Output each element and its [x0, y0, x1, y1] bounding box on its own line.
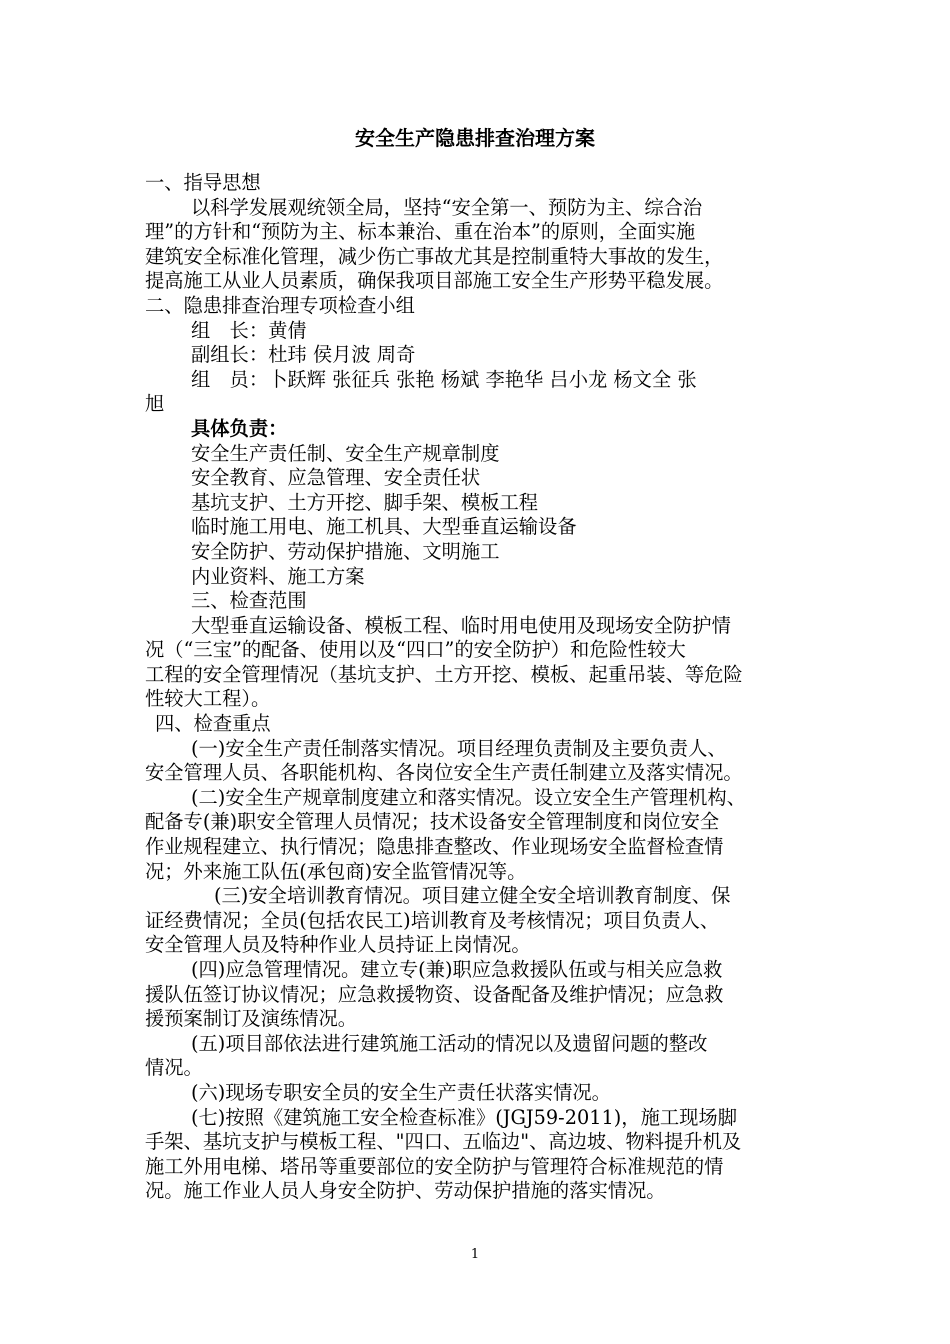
paragraph-line: 证经费情况；全员(包括农民工)培训教育及考核情况；项目负责人、 — [145, 908, 720, 932]
paragraph-line: 提高施工从业人员素质，确保我项目部施工安全生产形势平稳发展。 — [145, 269, 724, 293]
paragraph-line: 况；外来施工队伍(承包商)安全监管情况等。 — [145, 859, 527, 883]
paragraph-line: 情况。 — [145, 1056, 203, 1080]
paragraph-line: (一)安全生产责任制落实情况。项目经理负责制及主要负责人、 — [191, 736, 727, 760]
paragraph-line: 况。施工作业人员人身安全防护、劳动保护措施的落实情况。 — [145, 1179, 666, 1203]
document-body — [145, 171, 811, 1204]
responsibility-item: 基坑支护、土方开挖、脚手架、模板工程 — [191, 490, 539, 514]
paragraph-line: 大型垂直运输设备、模板工程、临时用电使用及现场安全防护情 — [191, 613, 731, 637]
paragraph-line: 以科学发展观统领全局，坚持“安全第一、预防为主、综合治 — [191, 195, 703, 219]
document-title: 安全生产隐患排查治理方案 — [355, 126, 595, 150]
paragraph-line: 建筑安全标准化管理，减少伤亡事故尤其是控制重特大事故的发生， — [145, 244, 724, 268]
paragraph-line: (四)应急管理情况。建立专(兼)职应急救援队伍或与相关应急救 — [191, 958, 723, 981]
responsibility-item: 安全防护、劳动保护措施、文明施工 — [191, 539, 500, 563]
paragraph-line: (五)项目部依法进行建筑施工活动的情况以及遗留问题的整改 — [191, 1031, 708, 1055]
paragraph-line: 援预案制订及演练情况。 — [145, 1007, 358, 1031]
team-deputy-line: 副组长：杜玮 侯月波 周奇 — [191, 343, 416, 367]
paragraph-line: 安全管理人员、各职能机构、各岗位安全生产责任制建立及落实情况。 — [145, 761, 743, 785]
section-heading: 一、指导思想 — [145, 171, 261, 194]
page-number: 1 — [470, 1247, 480, 1262]
paragraph-line: (七)按照《建筑施工安全检查标准》(JGJ59-2011)，施工现场脚 — [191, 1105, 737, 1129]
team-members-line: 组 员：卜跃辉 张征兵 张艳 杨斌 李艳华 吕小龙 杨文全 张 — [191, 367, 697, 391]
responsibility-item: 内业资料、施工方案 — [191, 564, 365, 588]
paragraph-line: 援队伍签订协议情况；应急救援物资、设备配备及维护情况；应急救 — [145, 982, 724, 1006]
paragraph-line: (六)现场专职安全员的安全生产责任状落实情况。 — [191, 1080, 611, 1104]
paragraph-line: 安全管理人员及特种作业人员持证上岗情况。 — [145, 933, 531, 957]
responsibility-item: 临时施工用电、施工机具、大型垂直运输设备 — [191, 515, 577, 539]
paragraph-line: 施工外用电梯、塔吊等重要部位的安全防护与管理符合标准规范的情 — [145, 1154, 724, 1178]
team-members-line-cont: 旭 — [145, 392, 165, 416]
section-heading: 四、检查重点 — [155, 712, 271, 736]
paragraph-line: 作业规程建立、执行情况；隐患排查整改、作业现场安全监督检查情 — [145, 835, 724, 859]
paragraph-line: 理”的方针和“预防为主、标本兼治、重在治本”的原则，全面实施 — [145, 220, 696, 244]
paragraph-line: 配备专(兼)职安全管理人员情况；技术设备安全管理制度和岗位安全 — [145, 810, 720, 834]
responsibility-heading: 具体负责： — [191, 416, 288, 440]
section-heading: 二、隐患排查治理专项检查小组 — [145, 293, 415, 317]
paragraph-line: (二)安全生产规章制度建立和落实情况。设立安全生产管理机构、 — [191, 785, 746, 809]
team-leader-line: 组 长：黄倩 — [191, 318, 307, 342]
paragraph-line: 性较大工程）。 — [145, 687, 271, 711]
section-heading: 三、检查范围 — [191, 589, 307, 613]
paragraph-line: 手架、基坑支护与模板工程、"四口、五临边"、高边坡、物料提升机及 — [145, 1130, 742, 1154]
responsibility-item: 安全教育、应急管理、安全责任状 — [191, 466, 481, 490]
responsibility-item: 安全生产责任制、安全生产规章制度 — [191, 441, 500, 465]
paragraph-line: 况（“三宝”的配备、使用以及“四口”的安全防护）和危险性较大 — [145, 638, 686, 662]
paragraph-line: 工程的安全管理情况（基坑支护、土方开挖、模板、起重吊装、等危险 — [145, 662, 743, 686]
paragraph-line: (三)安全培训教育情况。项目建立健全安全培训教育制度、保 — [214, 884, 731, 908]
